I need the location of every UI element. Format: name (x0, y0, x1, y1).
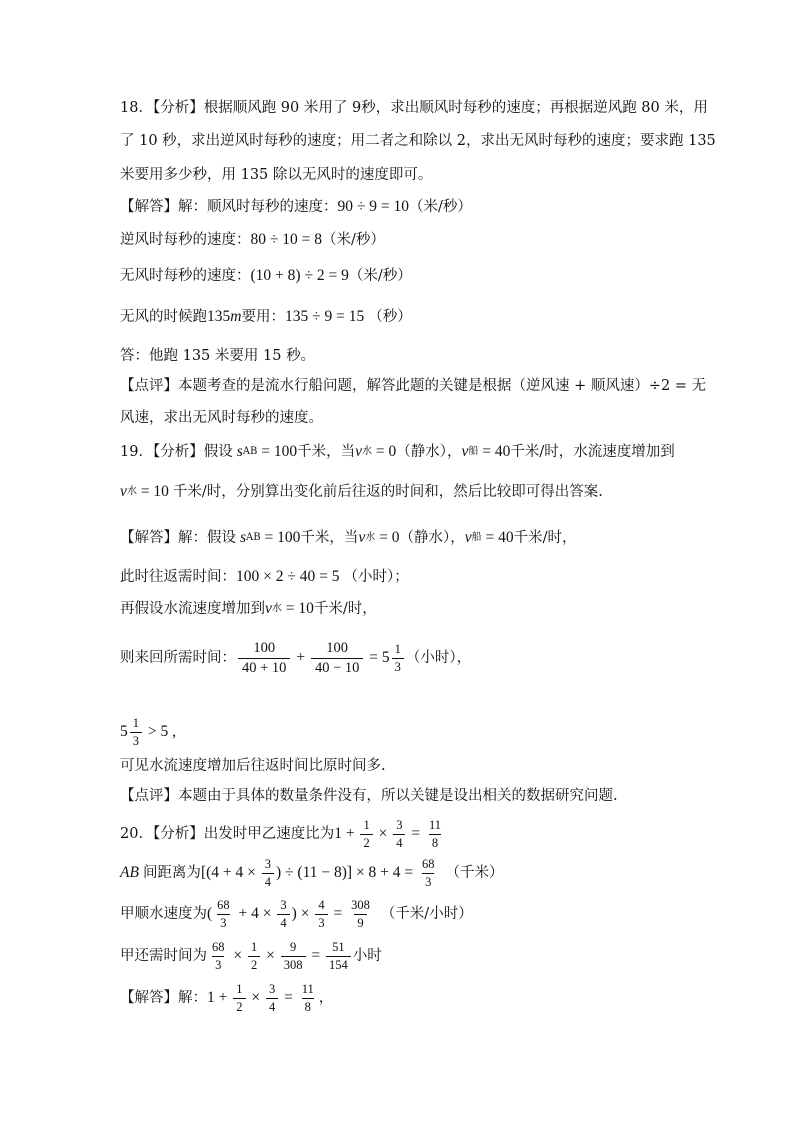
fraction: $\frac{1}{2}$ (248, 941, 260, 971)
math-expression: 100 × 2 ÷ 40 = 5 (236, 568, 340, 585)
fraction: $\frac{1}{3}$ (130, 717, 142, 747)
q20-analysis-line-3: 甲顺水速度为 ( $\frac{68}{3}$ + 4 × $\frac{3}{4}$ ) × $\frac{4}{3}$ = $\frac{308}{9}$ （千米/小时） (120, 898, 473, 930)
fraction: $\frac{1}{3}$ (392, 643, 404, 673)
math-expression: 80 ÷ 10 = 8 (250, 231, 322, 248)
q18-solution-line-2: 逆风时每秒的速度： 80 ÷ 10 = 8 （米/秒） (120, 231, 385, 248)
fraction: $\frac{4}{3}$ (315, 899, 327, 929)
fraction: $\frac{100}{40 - 10}$ (311, 641, 363, 675)
q18-analysis-line-3: 米要用多少秒，用 135 除以无风时的速度即可。 (120, 167, 433, 183)
q18-comment-line-2: 风速，求出无风时每秒的速度。 (120, 410, 323, 426)
q18-solution-line-3: 无风时每秒的速度： (10 + 8) ÷ 2 = 9 （米/秒） (120, 267, 412, 284)
q20-analysis-line-4: 甲还需时间为 $\frac{68}{3}$ × $\frac{1}{2}$ × $\frac{9}{308}$ = $\frac{51}{154}$ 小时 (120, 940, 382, 972)
q19-solution-line-4: 则来回所需时间： $\frac{100}{40 + 10}$ + $\frac{100}{40 - 10}$ = 5 $\frac{1}{3}$ （小时）， (120, 640, 472, 676)
q18-solution-line-4: 无风的时候跑 135 m 要用： 135 ÷ 9 = 15 （秒） (120, 308, 412, 325)
fraction: $\frac{3}{4}$ (277, 899, 289, 929)
q19-comment: 【点评】本题由于具体的数量条件没有，所以关键是设出相关的数据研究问题. (120, 788, 618, 804)
q18-analysis-line-2: 了 10 秒，求出逆风时每秒的速度；用二者之和除以 2，求出无风时每秒的速度；要求跑 135 (120, 133, 716, 149)
q19-comparison: 5 $\frac{1}{3}$ > 5 , (120, 716, 176, 748)
fraction: $\frac{3}{4}$ (262, 858, 274, 888)
math-expression: (10 + 8) ÷ 2 = 9 (250, 267, 349, 284)
q18-comment-line-1: 【点评】本题考查的是流水行船问题，解答此题的关键是根据（逆风速 + 顺风速）÷2 = 无 (120, 378, 707, 394)
q19-conclusion: 可见水流速度增加后往返时间比原时间多. (120, 758, 386, 774)
fraction: $\frac{1}{2}$ (233, 983, 245, 1013)
q20-solution-line-1: 【解答】解： 1 + $\frac{1}{2}$ × $\frac{3}{4}$ = $\frac{11}{8}$ ， (120, 982, 334, 1014)
fraction: $\frac{11}{8}$ (428, 818, 441, 850)
q19-solution-line-1: 【解答】解：假设 s AB = 100 千米，当 v 水 = 0 （静水）， v 船 = 40 千米/时， (120, 529, 577, 546)
fraction: $\frac{100}{40 + 10}$ (238, 641, 290, 675)
q19-solution-line-2: 此时往返需时间： 100 × 2 ÷ 40 = 5 （小时）； (120, 568, 409, 585)
fraction: $\frac{68}{3}$ (212, 940, 225, 972)
q18-answer: 答：他跑 135 米要用 15 秒。 (120, 348, 316, 364)
fraction: $\frac{11}{8}$ (301, 982, 314, 1014)
fraction: $\frac{3}{4}$ (393, 819, 405, 849)
fraction: $\frac{3}{4}$ (266, 983, 278, 1013)
fraction: $\frac{1}{2}$ (360, 819, 372, 849)
fraction: $\frac{68}{3}$ (217, 898, 230, 930)
q18-analysis-line-1: 18．【分析】根据顺风跑 90 米用了 9秒，求出顺风时每秒的速度；再根据逆风跑 80 米，用 (120, 100, 708, 116)
math-expression: 135 ÷ 9 = 15 (284, 308, 365, 325)
fraction: $\frac{51}{154}$ (326, 941, 351, 971)
math-expression: 90 ÷ 9 = 10 (337, 198, 409, 215)
q19-solution-line-3: 再假设水流速度增加到 v 水 = 10 千米/时， (120, 600, 377, 617)
q20-analysis-line-2: AB 间距离为 [(4 + 4 × $\frac{3}{4}$ ) ÷ (11 − 8)] × 8 + 4 = $\frac{68}{3}$ （千米） (120, 857, 504, 889)
q20-analysis-line-1: 20．【分析】出发时甲乙速度比为 1 + $\frac{1}{2}$ × $\frac{3}{4}$ = $\frac{11}{8}$ (120, 814, 446, 854)
fraction: $\frac{308}{9}$ (351, 898, 370, 930)
fraction: $\frac{9}{308}$ (281, 941, 306, 971)
q19-analysis-line-1: 19．【分析】假设 s AB = 100 千米，当 v 水 = 0 （静水）， v 船 = 40 千米/时， 水流速度增加到 (120, 443, 675, 460)
q18-solution-line-1: 【解答】解：顺风时每秒的速度： 90 ÷ 9 = 10 （米/秒） (120, 198, 472, 215)
q19-analysis-line-2: v 水 = 10 千米/时，分别算出变化前后往返的时间和，然后比较即可得出答案. (120, 483, 603, 500)
fraction: $\frac{68}{3}$ (422, 857, 435, 889)
